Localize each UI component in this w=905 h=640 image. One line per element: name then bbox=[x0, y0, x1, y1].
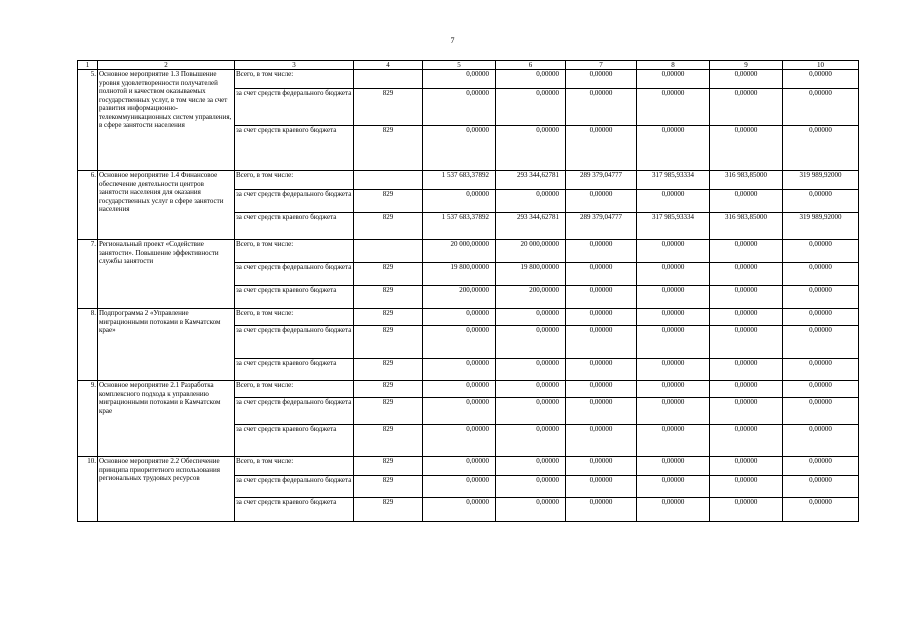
table-row bbox=[78, 171, 859, 190]
amount-cell: 289 379,04777 bbox=[566, 171, 637, 190]
amount-cell: 0,00000 bbox=[783, 89, 859, 126]
amount-cell: 0,00000 bbox=[566, 89, 637, 126]
row-number: 6. bbox=[78, 171, 98, 240]
amount-cell: 0,00000 bbox=[783, 476, 859, 498]
budget-code: 829 bbox=[354, 498, 423, 522]
header-cell: 9 bbox=[710, 61, 783, 70]
page-number: 7 bbox=[450, 36, 455, 45]
amount-cell: 0,00000 bbox=[783, 190, 859, 213]
amount-cell: 0,00000 bbox=[566, 326, 637, 359]
amount-cell: 0,00000 bbox=[566, 240, 637, 263]
amount-cell: 0,00000 bbox=[637, 398, 710, 425]
table-row bbox=[78, 457, 859, 476]
amount-cell: 0,00000 bbox=[566, 398, 637, 425]
funding-source: за счет средств федерального бюджета bbox=[235, 398, 354, 425]
amount-cell: 317 985,93334 bbox=[637, 171, 710, 190]
funding-source: за счет средств федерального бюджета bbox=[235, 263, 354, 286]
amount-cell: 317 985,93334 bbox=[637, 213, 710, 240]
amount-cell: 0,00000 bbox=[496, 309, 566, 326]
row-number: 7. bbox=[78, 240, 98, 309]
amount-cell: 0,00000 bbox=[423, 126, 496, 171]
amount-cell: 0,00000 bbox=[566, 286, 637, 309]
amount-cell: 0,00000 bbox=[566, 381, 637, 398]
funding-source: за счет средств федерального бюджета bbox=[235, 190, 354, 213]
amount-cell: 0,00000 bbox=[423, 190, 496, 213]
budget-code bbox=[354, 70, 423, 89]
budget-code: 829 bbox=[354, 263, 423, 286]
amount-cell: 0,00000 bbox=[566, 309, 637, 326]
amount-cell: 1 537 683,37892 bbox=[423, 213, 496, 240]
amount-cell: 200,00000 bbox=[423, 286, 496, 309]
amount-cell: 0,00000 bbox=[637, 381, 710, 398]
amount-cell: 0,00000 bbox=[637, 359, 710, 381]
header-cell: 7 bbox=[566, 61, 637, 70]
amount-cell: 19 800,00000 bbox=[496, 263, 566, 286]
funding-source: за счет средств федерального бюджета bbox=[235, 89, 354, 126]
amount-cell: 0,00000 bbox=[496, 126, 566, 171]
budget-code: 829 bbox=[354, 190, 423, 213]
amount-cell: 0,00000 bbox=[566, 263, 637, 286]
amount-cell: 0,00000 bbox=[423, 476, 496, 498]
budget-code: 829 bbox=[354, 425, 423, 457]
amount-cell: 200,00000 bbox=[496, 286, 566, 309]
amount-cell: 0,00000 bbox=[423, 326, 496, 359]
amount-cell: 0,00000 bbox=[783, 381, 859, 398]
budget-code: 829 bbox=[354, 398, 423, 425]
amount-cell: 0,00000 bbox=[783, 126, 859, 171]
row-number: 5. bbox=[78, 70, 98, 171]
amount-cell: 0,00000 bbox=[423, 359, 496, 381]
amount-cell: 0,00000 bbox=[710, 398, 783, 425]
header-cell: 3 bbox=[235, 61, 354, 70]
amount-cell: 316 983,85000 bbox=[710, 213, 783, 240]
amount-cell: 0,00000 bbox=[637, 126, 710, 171]
budget-code: 829 bbox=[354, 89, 423, 126]
amount-cell: 319 989,92000 bbox=[783, 171, 859, 190]
header-cell: 5 bbox=[423, 61, 496, 70]
amount-cell: 0,00000 bbox=[637, 70, 710, 89]
amount-cell: 0,00000 bbox=[710, 498, 783, 522]
amount-cell: 0,00000 bbox=[710, 476, 783, 498]
table-body bbox=[78, 61, 859, 522]
amount-cell: 289 379,04777 bbox=[566, 213, 637, 240]
header-cell: 8 bbox=[637, 61, 710, 70]
amount-cell: 0,00000 bbox=[496, 326, 566, 359]
amount-cell: 0,00000 bbox=[637, 498, 710, 522]
header-cell: 4 bbox=[354, 61, 423, 70]
funding-source: Всего, в том числе: bbox=[235, 381, 354, 398]
budget-code: 829 bbox=[354, 359, 423, 381]
row-number: 10. bbox=[78, 457, 98, 522]
amount-cell: 0,00000 bbox=[783, 498, 859, 522]
budget-code: 829 bbox=[354, 213, 423, 240]
amount-cell: 0,00000 bbox=[423, 398, 496, 425]
amount-cell: 0,00000 bbox=[637, 240, 710, 263]
header-cell: 6 bbox=[496, 61, 566, 70]
amount-cell: 319 989,92000 bbox=[783, 213, 859, 240]
amount-cell: 0,00000 bbox=[423, 309, 496, 326]
funding-source: за счет средств краевого бюджета bbox=[235, 498, 354, 522]
table-row bbox=[78, 309, 859, 326]
amount-cell: 0,00000 bbox=[783, 70, 859, 89]
amount-cell: 0,00000 bbox=[566, 476, 637, 498]
funding-source: за счет средств краевого бюджета bbox=[235, 213, 354, 240]
amount-cell: 0,00000 bbox=[637, 89, 710, 126]
amount-cell: 0,00000 bbox=[710, 457, 783, 476]
measure-name: Подпрограмма 2 «Управление миграционными потоками в Камчатском крае» bbox=[98, 309, 235, 381]
budget-code: 829 bbox=[354, 457, 423, 476]
amount-cell: 0,00000 bbox=[783, 309, 859, 326]
amount-cell: 0,00000 bbox=[423, 381, 496, 398]
amount-cell: 0,00000 bbox=[710, 89, 783, 126]
amount-cell: 0,00000 bbox=[496, 89, 566, 126]
table-row bbox=[78, 70, 859, 89]
amount-cell: 0,00000 bbox=[710, 240, 783, 263]
amount-cell: 0,00000 bbox=[783, 240, 859, 263]
funding-source: за счет средств краевого бюджета bbox=[235, 359, 354, 381]
amount-cell: 0,00000 bbox=[783, 425, 859, 457]
funding-source: Всего, в том числе: bbox=[235, 70, 354, 89]
amount-cell: 0,00000 bbox=[637, 457, 710, 476]
budget-code: 829 bbox=[354, 309, 423, 326]
amount-cell: 0,00000 bbox=[566, 126, 637, 171]
measure-name: Основное мероприятие 2.1 Разработка комплексного подхода к управлению миграционными потоками в Камчатском крае bbox=[98, 381, 235, 457]
amount-cell: 20 000,00000 bbox=[423, 240, 496, 263]
amount-cell: 0,00000 bbox=[566, 498, 637, 522]
amount-cell: 293 344,62781 bbox=[496, 213, 566, 240]
amount-cell: 0,00000 bbox=[496, 359, 566, 381]
amount-cell: 20 000,00000 bbox=[496, 240, 566, 263]
amount-cell: 0,00000 bbox=[566, 70, 637, 89]
amount-cell: 0,00000 bbox=[566, 190, 637, 213]
header-cell: 2 bbox=[98, 61, 235, 70]
funding-source: за счет средств федерального бюджета bbox=[235, 476, 354, 498]
amount-cell: 0,00000 bbox=[566, 425, 637, 457]
funding-source: за счет средств краевого бюджета bbox=[235, 425, 354, 457]
header-cell: 1 bbox=[78, 61, 98, 70]
amount-cell: 0,00000 bbox=[566, 359, 637, 381]
funding-source: за счет средств краевого бюджета bbox=[235, 286, 354, 309]
amount-cell: 0,00000 bbox=[783, 359, 859, 381]
funding-source: за счет средств краевого бюджета bbox=[235, 126, 354, 171]
amount-cell: 0,00000 bbox=[423, 425, 496, 457]
measure-name: Региональный проект «Содействие занятости». Повышение эффективности службы занятости bbox=[98, 240, 235, 309]
funding-source: Всего, в том числе: bbox=[235, 457, 354, 476]
amount-cell: 316 983,85000 bbox=[710, 171, 783, 190]
amount-cell: 1 537 683,37892 bbox=[423, 171, 496, 190]
budget-code bbox=[354, 240, 423, 263]
table-row bbox=[78, 240, 859, 263]
amount-cell: 0,00000 bbox=[496, 457, 566, 476]
table-row bbox=[78, 381, 859, 398]
amount-cell: 0,00000 bbox=[710, 70, 783, 89]
header-row bbox=[78, 61, 859, 70]
amount-cell: 0,00000 bbox=[423, 498, 496, 522]
measure-name: Основное мероприятие 1.4 Финансовое обеспечение деятельности центров занятости населения для оказания государственных услуг в сфере занятости населения bbox=[98, 171, 235, 240]
funding-source: Всего, в том числе: bbox=[235, 309, 354, 326]
funding-source: Всего, в том числе: bbox=[235, 240, 354, 263]
amount-cell: 0,00000 bbox=[710, 263, 783, 286]
amount-cell: 0,00000 bbox=[496, 381, 566, 398]
budget-code: 829 bbox=[354, 476, 423, 498]
budget-code: 829 bbox=[354, 286, 423, 309]
amount-cell: 0,00000 bbox=[637, 190, 710, 213]
amount-cell: 0,00000 bbox=[783, 263, 859, 286]
amount-cell: 0,00000 bbox=[637, 286, 710, 309]
amount-cell: 0,00000 bbox=[423, 457, 496, 476]
amount-cell: 0,00000 bbox=[637, 326, 710, 359]
amount-cell: 0,00000 bbox=[496, 398, 566, 425]
budget-code bbox=[354, 171, 423, 190]
amount-cell: 0,00000 bbox=[710, 425, 783, 457]
amount-cell: 0,00000 bbox=[423, 89, 496, 126]
amount-cell: 0,00000 bbox=[637, 425, 710, 457]
amount-cell: 0,00000 bbox=[496, 425, 566, 457]
amount-cell: 0,00000 bbox=[637, 263, 710, 286]
measure-name: Основное мероприятие 1.3 Повышение уровня удовлетворенности получателей полнотой и качеством оказываемых государственных услуг, в том числе за счет развития информационно-телекоммуникационных систем управления, в сфере занятости населения bbox=[98, 70, 235, 171]
amount-cell: 0,00000 bbox=[566, 457, 637, 476]
amount-cell: 0,00000 bbox=[783, 326, 859, 359]
amount-cell: 19 800,00000 bbox=[423, 263, 496, 286]
amount-cell: 0,00000 bbox=[496, 476, 566, 498]
amount-cell: 0,00000 bbox=[710, 381, 783, 398]
measure-name: Основное мероприятие 2.2 Обеспечение принципа приоритетного использования региональных трудовых ресурсов bbox=[98, 457, 235, 522]
budget-code: 829 bbox=[354, 326, 423, 359]
budget-code: 829 bbox=[354, 381, 423, 398]
funding-source: за счет средств федерального бюджета bbox=[235, 326, 354, 359]
amount-cell: 0,00000 bbox=[783, 457, 859, 476]
amount-cell: 0,00000 bbox=[496, 498, 566, 522]
budget-code: 829 bbox=[354, 126, 423, 171]
row-number: 8. bbox=[78, 309, 98, 381]
header-cell: 10 bbox=[783, 61, 859, 70]
amount-cell: 0,00000 bbox=[710, 286, 783, 309]
amount-cell: 0,00000 bbox=[783, 398, 859, 425]
amount-cell: 0,00000 bbox=[710, 190, 783, 213]
budget-table bbox=[77, 60, 859, 522]
amount-cell: 0,00000 bbox=[710, 126, 783, 171]
amount-cell: 0,00000 bbox=[710, 359, 783, 381]
amount-cell: 0,00000 bbox=[496, 190, 566, 213]
amount-cell: 0,00000 bbox=[637, 476, 710, 498]
amount-cell: 0,00000 bbox=[496, 70, 566, 89]
amount-cell: 0,00000 bbox=[637, 309, 710, 326]
amount-cell: 0,00000 bbox=[710, 309, 783, 326]
amount-cell: 0,00000 bbox=[783, 286, 859, 309]
row-number: 9. bbox=[78, 381, 98, 457]
amount-cell: 0,00000 bbox=[710, 326, 783, 359]
amount-cell: 293 344,62781 bbox=[496, 171, 566, 190]
funding-source: Всего, в том числе: bbox=[235, 171, 354, 190]
amount-cell: 0,00000 bbox=[423, 70, 496, 89]
